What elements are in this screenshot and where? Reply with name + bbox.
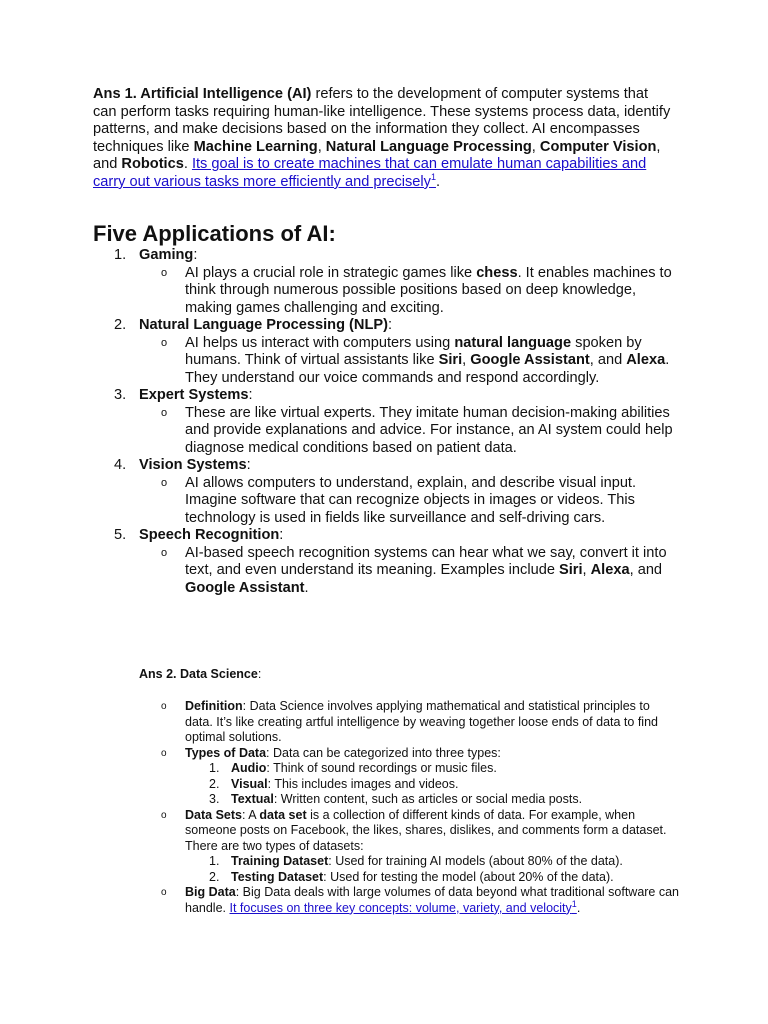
text-span: : — [279, 527, 284, 543]
list-number: 1. — [209, 761, 220, 775]
bold-term: Natural Language Processing — [325, 138, 532, 155]
citation-number: 1 — [571, 898, 577, 909]
application-title: Natural Language Processing (NLP) — [139, 317, 388, 333]
text-span: . — [435, 173, 441, 190]
bullet-icon: o — [161, 406, 168, 419]
bold-term: Definition — [185, 699, 243, 713]
text-span: , — [462, 352, 471, 368]
list-number: 1. — [209, 854, 220, 868]
citation-link[interactable] — [229, 898, 577, 915]
answer-2-heading — [139, 667, 261, 682]
bold-term: Machine Learning — [193, 138, 318, 155]
list-number: 2. — [209, 776, 220, 791]
text-span: : This includes images and videos. — [267, 776, 459, 791]
answer-1-lead: Ans 1. Artificial Intelligence (AI) — [93, 86, 312, 102]
application-item — [93, 527, 678, 597]
list-item — [185, 777, 679, 793]
text-span: : Think of sound recordings or music files. — [266, 761, 497, 775]
application-title: Expert Systems — [139, 387, 249, 403]
bold-term: Siri — [438, 352, 463, 368]
list-item — [185, 870, 679, 886]
text-span: , — [582, 562, 591, 578]
application-sublist — [139, 265, 678, 318]
bold-term: Visual — [231, 776, 268, 791]
text-span: . — [304, 579, 309, 596]
text-span: refers to the development of computer systems that can perform tasks requiring human-like intelligence. These systems process data, identify patterns, and make decisions based on the information they collect. AI encompasses techniques like — [93, 86, 671, 155]
citation-number: 1 — [430, 172, 436, 183]
application-title: Speech Recognition — [139, 527, 280, 543]
application-description — [139, 335, 678, 388]
data-sets-item — [139, 808, 679, 886]
text-span: , — [317, 138, 326, 155]
bold-term: Siri — [559, 562, 583, 578]
citation-link-text: It focuses on three key concepts: volume, variety, and velocity — [229, 900, 572, 915]
list-number: 5. — [114, 527, 127, 543]
text-span: . — [183, 156, 192, 173]
bold-term: data set — [259, 807, 307, 822]
list-number: 4. — [114, 457, 127, 473]
application-description — [139, 475, 678, 528]
text-span: : — [248, 387, 253, 403]
text-span: , and — [629, 562, 663, 578]
text-span: : Data can be categorized into three types: — [266, 745, 501, 760]
text-span: spoken by humans. Think of virtual assistants like — [185, 334, 642, 368]
text-span: : Big Data deals with large volumes of data beyond what traditional software can handle. — [185, 885, 680, 915]
text-span: , and — [93, 138, 661, 173]
text-span: . They understand our voice commands and respond accordingly. — [185, 352, 670, 386]
text-span: : Written content, such as articles or social media posts. — [273, 792, 583, 806]
list-number: 1. — [114, 247, 127, 263]
application-sublist — [139, 475, 678, 528]
big-data-item — [139, 885, 679, 916]
text-span: , — [531, 138, 540, 155]
bold-term: Alexa — [590, 562, 630, 578]
types-of-data-list — [185, 761, 679, 808]
text-span: : — [257, 667, 262, 681]
data-science-list — [139, 699, 679, 916]
application-item — [93, 387, 678, 457]
bold-term: chess — [476, 264, 518, 281]
application-item — [93, 317, 678, 387]
text-span: . — [576, 900, 581, 915]
text-span: AI allows computers to understand, explain, and describe visual input. Imagine software that can recognize objects in images or videos. This technology is used in fields like surveillance and self-driving cars. — [185, 474, 637, 526]
application-sublist — [139, 335, 678, 388]
text-span: . It enables machines to think through numerous possible positions based on deep knowledge, making games challenging and exciting. — [185, 264, 672, 316]
bullet-icon: o — [161, 809, 167, 821]
application-sublist — [139, 545, 678, 598]
types-of-data-item — [139, 746, 679, 808]
application-item — [93, 247, 678, 317]
bold-term: Computer Vision — [539, 138, 657, 155]
text-span: : — [193, 247, 198, 263]
bold-term: Textual — [231, 792, 274, 806]
application-title: Vision Systems — [139, 457, 247, 473]
list-number: 3. — [209, 792, 220, 806]
application-title: Gaming — [139, 247, 194, 263]
list-item — [185, 854, 679, 870]
text-span: , and — [589, 352, 627, 368]
bullet-icon: o — [161, 336, 168, 349]
list-item — [185, 792, 679, 808]
bullet-icon: o — [161, 476, 168, 489]
applications-list — [93, 247, 678, 597]
bold-term: Big Data — [185, 885, 236, 899]
text-span: AI-based speech recognition systems can hear what we say, convert it into text, and even understand its meaning. Examples include — [185, 544, 667, 578]
bold-term: Alexa — [626, 352, 666, 368]
bold-term: Audio — [231, 761, 267, 775]
definition-item — [139, 699, 679, 746]
application-description — [139, 265, 678, 318]
text-span: : Used for training AI models (about 80% of the data). — [328, 854, 623, 868]
bullet-icon: o — [161, 546, 168, 559]
application-sublist — [139, 405, 678, 458]
application-description — [139, 545, 678, 598]
text-span: : — [387, 317, 393, 333]
bullet-icon: o — [161, 747, 167, 759]
text-span: : Data Science involves applying mathematical and statistical principles to data. It’s like creating artful intelligence by weaving together loose ends of data to find optimal solutions. — [185, 699, 658, 744]
list-number: 2. — [209, 869, 220, 884]
applications-heading: Five Applications of AI: — [93, 221, 336, 246]
bold-term: natural language — [454, 334, 572, 351]
answer-2-title: Ans 2. Data Science — [139, 667, 258, 681]
bold-term: Robotics — [121, 156, 184, 173]
text-span: AI helps us interact with computers using — [185, 334, 455, 351]
bold-term: Testing Dataset — [231, 869, 324, 884]
list-item — [185, 761, 679, 777]
text-span: AI plays a crucial role in strategic games like — [185, 264, 477, 281]
text-span: : A — [241, 807, 260, 822]
bullet-icon: o — [161, 701, 167, 712]
text-span: These are like virtual experts. They imitate human decision-making abilities and provide explanations and advice. For instance, an AI system could help diagnose medical conditions based on patient data. — [185, 404, 673, 456]
answer-1-paragraph — [93, 86, 673, 192]
bold-term: Types of Data — [185, 745, 267, 760]
bullet-icon: o — [161, 266, 168, 279]
list-number: 2. — [114, 317, 127, 333]
application-description — [139, 405, 678, 458]
application-item — [93, 457, 678, 527]
bold-term: Training Dataset — [231, 854, 329, 868]
bullet-icon: o — [161, 887, 167, 898]
bold-term: Data Sets — [185, 807, 242, 822]
text-span: is a collection of different kinds of data. For example, when someone posts on Facebook, the likes, shares, dislikes, and comments form a dataset. There are two types of datasets: — [185, 807, 667, 853]
citation-link-text: Its goal is to create machines that can emulate human capabilities and carry out various tasks more efficiently and precisely — [93, 156, 647, 190]
text-span: : Used for testing the model (about 20% of the data). — [323, 869, 614, 884]
bold-term: Google Assistant — [470, 352, 590, 368]
list-number: 3. — [114, 387, 127, 403]
bold-term: Google Assistant — [185, 579, 305, 596]
dataset-types-list — [185, 854, 679, 885]
text-span: : — [246, 457, 251, 473]
